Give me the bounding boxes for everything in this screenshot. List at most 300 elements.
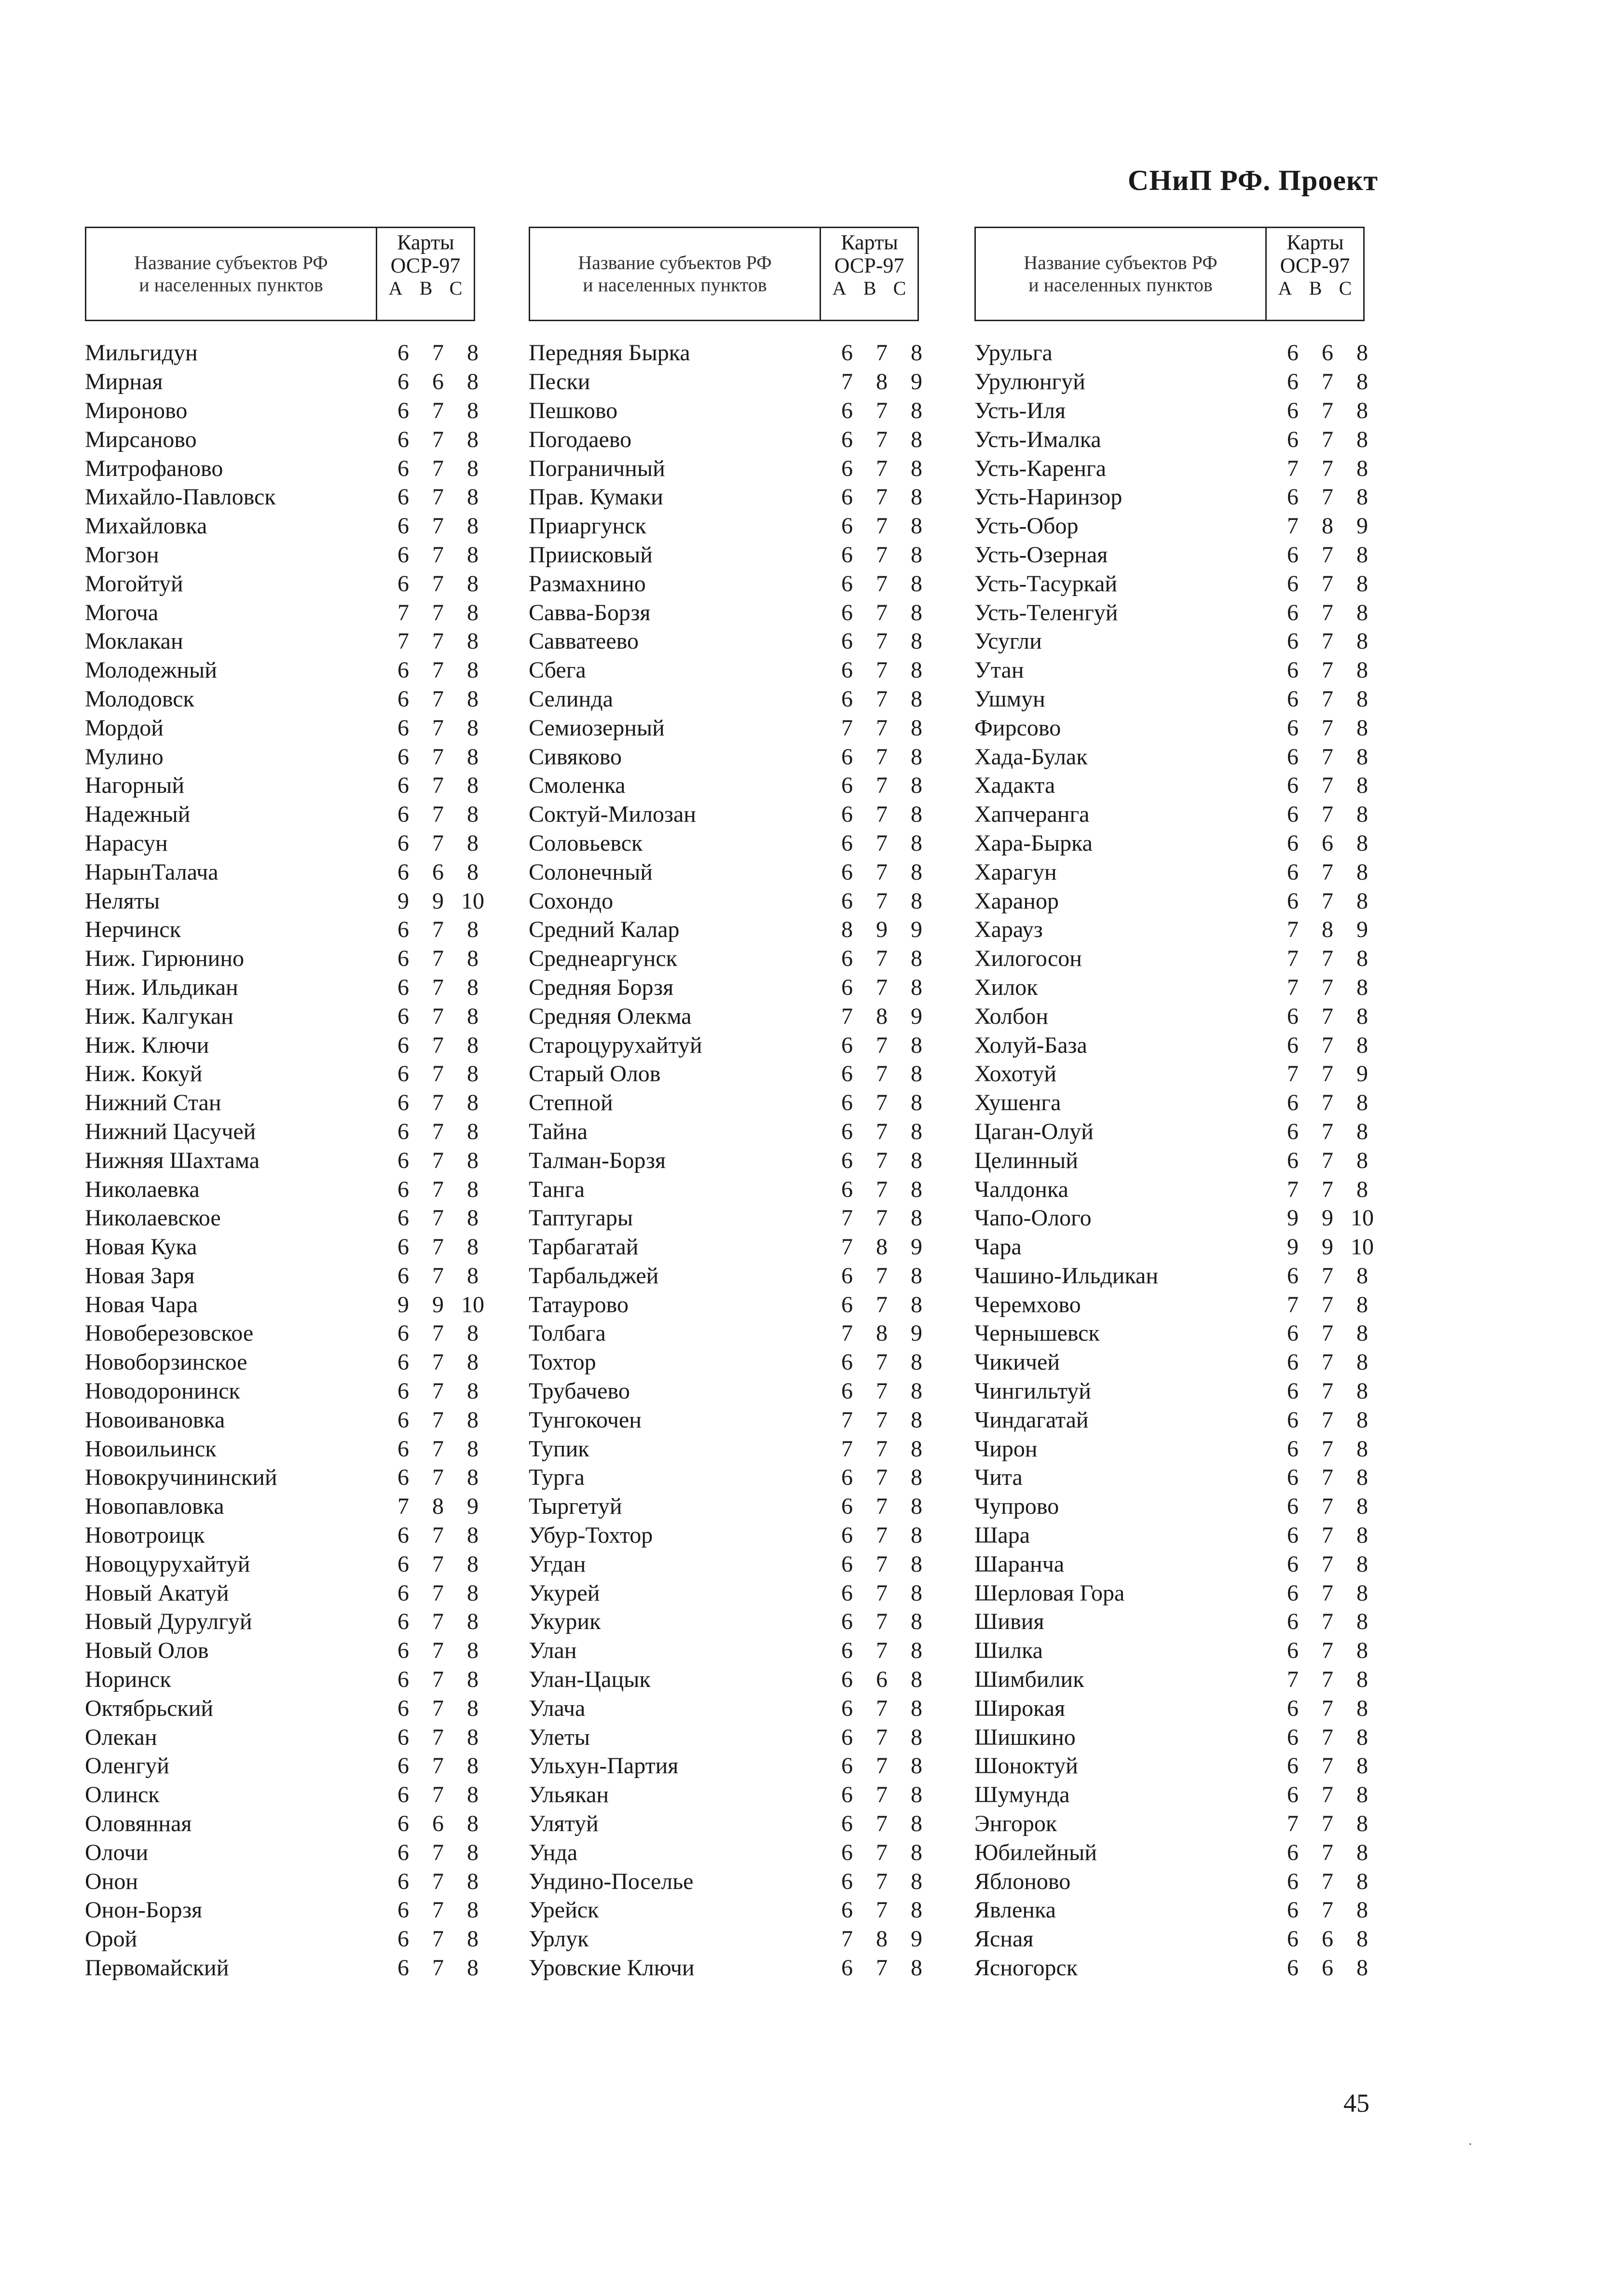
map-value-c: 8 (911, 1897, 922, 1923)
map-value-a: 6 (397, 1839, 409, 1865)
map-value-a: 8 (841, 917, 853, 943)
settlement-name: Среднеаргунск (529, 946, 677, 972)
map-value-c: 8 (1356, 1118, 1368, 1144)
settlement-name: Ульхун-Партия (529, 1753, 679, 1779)
map-values (830, 1176, 934, 1203)
map-values (830, 686, 934, 712)
map-value-b: 7 (432, 1003, 444, 1029)
settlement-name: Татаурово (529, 1291, 629, 1318)
header-col-b: B (863, 277, 876, 299)
map-value-b: 7 (432, 946, 444, 972)
map-value-c: 8 (1356, 1868, 1368, 1894)
table-row (974, 1549, 1380, 1578)
settlement-name: Новая Чара (85, 1291, 198, 1318)
map-value-c: 8 (1356, 369, 1368, 395)
map-values (830, 542, 934, 568)
table-row (85, 1031, 490, 1060)
map-value-b: 7 (876, 1782, 888, 1808)
header-name-cell (529, 227, 820, 321)
map-value-a: 6 (1287, 1118, 1299, 1144)
map-value-c: 8 (467, 744, 479, 770)
map-values (386, 1810, 490, 1837)
settlement-name: Урлук (529, 1926, 589, 1952)
map-value-b: 7 (432, 1465, 444, 1491)
map-values (1275, 513, 1380, 539)
map-value-c: 8 (1356, 744, 1368, 770)
map-value-c: 8 (467, 1147, 479, 1173)
map-value-c: 8 (1356, 1551, 1368, 1577)
map-value-a: 6 (841, 1032, 853, 1058)
map-value-a: 6 (841, 1782, 853, 1808)
map-value-c: 8 (911, 628, 922, 654)
header-maps-cell (1265, 227, 1365, 321)
map-value-c: 8 (467, 686, 479, 712)
header-name-line1: Название субъектов РФ (578, 252, 772, 273)
map-values (386, 1580, 490, 1606)
settlement-name: Николаевка (85, 1176, 200, 1202)
header-maps-title: Карты (1286, 231, 1344, 254)
map-value-a: 6 (397, 1551, 409, 1577)
map-values (1275, 571, 1380, 597)
map-value-c: 8 (911, 1580, 922, 1606)
map-values (830, 1234, 934, 1260)
map-value-c: 8 (1356, 1465, 1368, 1491)
map-values (1275, 1407, 1380, 1433)
map-values (830, 1349, 934, 1375)
map-value-b: 7 (876, 542, 888, 568)
map-value-b: 6 (1322, 1955, 1333, 1981)
map-values (1275, 426, 1380, 453)
map-value-b: 7 (1322, 1494, 1333, 1520)
table-header (529, 227, 934, 321)
map-value-c: 8 (467, 1868, 479, 1894)
map-value-a: 6 (397, 1868, 409, 1894)
map-value-b: 7 (432, 542, 444, 568)
map-value-c: 8 (911, 1839, 922, 1865)
settlement-name: Мордой (85, 715, 164, 741)
settlement-name: Нагорный (85, 773, 185, 799)
map-value-c: 10 (1351, 1234, 1374, 1260)
map-values (830, 1868, 934, 1895)
map-value-c: 10 (461, 888, 484, 914)
settlement-name: Ниж. Кокуй (85, 1061, 203, 1087)
map-value-b: 8 (432, 1494, 444, 1520)
map-value-c: 9 (1356, 1061, 1368, 1087)
table-row (529, 1088, 934, 1117)
map-value-c: 8 (1356, 1407, 1368, 1433)
table-row (85, 396, 490, 425)
map-value-c: 8 (467, 1205, 479, 1231)
map-value-c: 8 (911, 1667, 922, 1693)
map-value-b: 7 (1322, 859, 1333, 885)
map-values (830, 1608, 934, 1635)
table-row (529, 771, 934, 800)
table-row (85, 541, 490, 570)
map-value-c: 8 (1356, 1926, 1368, 1952)
map-value-c: 8 (911, 1032, 922, 1058)
table-row (85, 1319, 490, 1348)
map-values (830, 1753, 934, 1779)
map-value-c: 8 (911, 830, 922, 856)
header-maps-code: ОСР-97 (390, 254, 461, 277)
map-value-b: 7 (876, 1205, 888, 1231)
table-row (529, 1031, 934, 1060)
map-values (386, 513, 490, 539)
settlement-name: Чирон (974, 1436, 1038, 1462)
map-value-b: 7 (1322, 1551, 1333, 1577)
map-value-a: 6 (1287, 830, 1299, 856)
map-value-c: 8 (1356, 802, 1368, 828)
map-value-c: 8 (1356, 1522, 1368, 1549)
settlement-name: Убур-Тохтор (529, 1522, 653, 1549)
map-value-a: 6 (1287, 1551, 1299, 1577)
settlement-name: Сивяково (529, 744, 622, 770)
settlement-name: Харанор (974, 888, 1059, 914)
settlement-name: Новопавловка (85, 1494, 224, 1520)
table-row (85, 1723, 490, 1752)
map-value-b: 7 (432, 1868, 444, 1894)
table-row (85, 1607, 490, 1636)
settlement-name: Молодовск (85, 686, 194, 712)
settlement-name: Усть-Ималка (974, 426, 1101, 452)
map-value-b: 7 (876, 1032, 888, 1058)
table-row (529, 1348, 934, 1377)
map-value-b: 7 (876, 599, 888, 625)
map-value-c: 8 (911, 1176, 922, 1202)
map-value-c: 8 (911, 1609, 922, 1635)
settlement-name: Уровские Ключи (529, 1955, 695, 1981)
settlement-name: Новодоронинск (85, 1378, 240, 1404)
map-value-b: 7 (1322, 599, 1333, 625)
table-row (529, 1146, 934, 1175)
map-values (830, 599, 934, 626)
settlement-name: Прав. Кумаки (529, 484, 663, 510)
map-value-a: 9 (397, 888, 409, 914)
map-values (386, 1608, 490, 1635)
map-value-c: 8 (1356, 1695, 1368, 1721)
map-value-c: 8 (467, 1118, 479, 1144)
map-value-a: 6 (397, 1609, 409, 1635)
map-values (386, 1637, 490, 1664)
map-value-b: 7 (432, 1753, 444, 1779)
map-value-b: 7 (876, 657, 888, 683)
table-row (85, 1405, 490, 1434)
settlement-name: Онон (85, 1868, 138, 1894)
map-value-b: 7 (1322, 1378, 1333, 1404)
map-value-b: 7 (432, 484, 444, 510)
map-value-b: 8 (876, 369, 888, 395)
map-value-c: 8 (467, 1407, 479, 1433)
table-row (974, 483, 1380, 512)
map-values (1275, 1551, 1380, 1577)
map-values (830, 1897, 934, 1923)
settlement-name: Усть-Озерная (974, 542, 1108, 568)
table-row (974, 1607, 1380, 1636)
settlement-name: Тарбагатай (529, 1234, 639, 1260)
table-row (529, 367, 934, 396)
map-value-a: 7 (1287, 1667, 1299, 1693)
header-col-b: B (419, 277, 433, 299)
map-value-a: 6 (1287, 1522, 1299, 1549)
map-value-b: 7 (432, 599, 444, 625)
map-value-c: 8 (467, 802, 479, 828)
map-value-b: 7 (432, 917, 444, 943)
map-value-a: 6 (397, 859, 409, 885)
map-values (386, 368, 490, 395)
map-value-a: 6 (1287, 1955, 1299, 1981)
settlement-name: Михайловка (85, 513, 207, 539)
map-values (386, 830, 490, 856)
table-row (85, 1838, 490, 1867)
map-values (1275, 744, 1380, 770)
map-value-c: 8 (467, 715, 479, 741)
map-value-a: 6 (841, 484, 853, 510)
map-value-b: 7 (432, 1263, 444, 1289)
map-value-a: 6 (397, 1378, 409, 1404)
settlement-name: Сохондо (529, 888, 614, 914)
map-value-c: 8 (911, 744, 922, 770)
map-value-c: 8 (911, 1868, 922, 1894)
settlement-name: Шумунда (974, 1782, 1070, 1808)
map-value-b: 7 (876, 1551, 888, 1577)
settlement-name: Талман-Борзя (529, 1147, 666, 1173)
settlement-name: Улача (529, 1695, 586, 1721)
map-value-c: 8 (911, 542, 922, 568)
table-row (85, 944, 490, 973)
map-value-c: 8 (911, 1147, 922, 1173)
map-value-a: 6 (1287, 1839, 1299, 1865)
table-row (974, 1809, 1380, 1838)
map-values (830, 1637, 934, 1664)
map-value-a: 6 (841, 1753, 853, 1779)
map-value-a: 6 (397, 1349, 409, 1375)
table-row (529, 656, 934, 685)
map-value-b: 7 (1322, 773, 1333, 799)
table-row (974, 915, 1380, 944)
map-value-c: 8 (467, 513, 479, 539)
map-value-a: 6 (841, 1839, 853, 1865)
settlement-name: Харагун (974, 859, 1057, 885)
settlement-name: Михайло-Павловск (85, 484, 276, 510)
map-value-a: 6 (397, 1580, 409, 1606)
table-row (529, 1636, 934, 1665)
table-row (974, 1665, 1380, 1694)
map-values (1275, 484, 1380, 510)
map-value-a: 7 (397, 599, 409, 625)
map-value-a: 6 (397, 1724, 409, 1750)
map-values (386, 1176, 490, 1203)
header-col-a: A (1278, 277, 1292, 299)
map-value-c: 8 (911, 974, 922, 1000)
map-value-c: 8 (467, 1926, 479, 1952)
map-value-a: 6 (397, 1032, 409, 1058)
table-row (974, 1925, 1380, 1954)
map-value-c: 8 (1356, 1263, 1368, 1289)
map-value-b: 7 (876, 773, 888, 799)
table-row (974, 1636, 1380, 1665)
map-value-b: 7 (1322, 542, 1333, 568)
map-value-c: 9 (911, 1234, 922, 1260)
table-row (529, 944, 934, 973)
map-values (1275, 657, 1380, 683)
map-values (386, 1263, 490, 1289)
map-value-a: 6 (397, 455, 409, 481)
header-maps-cell (820, 227, 919, 321)
table-row (85, 1925, 490, 1954)
map-value-a: 6 (1287, 773, 1299, 799)
map-value-b: 7 (432, 1522, 444, 1549)
map-value-a: 6 (1287, 1320, 1299, 1346)
map-values (386, 1234, 490, 1260)
map-values (1275, 1926, 1380, 1952)
table-row (85, 915, 490, 944)
settlement-name: Ушмун (974, 686, 1045, 712)
table-row (529, 1002, 934, 1031)
table-row (974, 1088, 1380, 1117)
settlement-name: Могзон (85, 542, 159, 568)
map-value-a: 6 (841, 744, 853, 770)
map-value-b: 7 (432, 1897, 444, 1923)
table-row (974, 656, 1380, 685)
map-value-c: 8 (467, 369, 479, 395)
map-value-a: 6 (1287, 1032, 1299, 1058)
map-value-c: 8 (911, 1955, 922, 1981)
map-value-a: 6 (397, 1897, 409, 1923)
table-row (529, 1405, 934, 1434)
map-value-a: 6 (397, 542, 409, 568)
map-value-a: 6 (397, 1638, 409, 1664)
map-values (830, 1060, 934, 1087)
map-value-a: 7 (1287, 917, 1299, 943)
map-value-a: 6 (841, 1147, 853, 1173)
map-value-c: 8 (911, 484, 922, 510)
map-value-c: 9 (911, 1003, 922, 1029)
map-values (1275, 772, 1380, 799)
map-value-b: 7 (876, 455, 888, 481)
settlement-name: Савва-Борзя (529, 599, 651, 625)
map-value-a: 6 (397, 369, 409, 395)
table-row (974, 1752, 1380, 1780)
settlement-name: Шоноктуй (974, 1753, 1078, 1779)
map-values (830, 1291, 934, 1318)
map-value-c: 9 (911, 369, 922, 395)
settlement-name: Усть-Обор (974, 513, 1079, 539)
map-value-c: 8 (911, 1465, 922, 1491)
settlement-name: Тарбальджей (529, 1263, 659, 1289)
map-values (386, 801, 490, 828)
map-value-b: 6 (876, 1667, 888, 1693)
map-values (1275, 397, 1380, 424)
map-value-b: 7 (1322, 657, 1333, 683)
table-row (974, 367, 1380, 396)
map-value-a: 6 (397, 830, 409, 856)
table-row (529, 1521, 934, 1550)
map-values (830, 628, 934, 654)
map-values (1275, 1118, 1380, 1145)
settlement-name: Соловьевск (529, 830, 643, 856)
table-row (974, 339, 1380, 367)
table-row (529, 1838, 934, 1867)
table-row (85, 512, 490, 541)
settlement-name: Мирная (85, 369, 163, 395)
map-value-a: 6 (1287, 1926, 1299, 1952)
map-values (830, 1781, 934, 1808)
header-name-line2: и населенных пунктов (139, 274, 323, 296)
map-value-b: 7 (432, 1638, 444, 1664)
table-row (529, 1809, 934, 1838)
table-row (85, 1521, 490, 1550)
table-row (85, 1665, 490, 1694)
map-values (830, 1436, 934, 1462)
table-row (85, 1578, 490, 1607)
map-values (1275, 628, 1380, 654)
settlement-name: Таптугары (529, 1205, 633, 1231)
map-value-b: 7 (1322, 888, 1333, 914)
map-value-a: 7 (841, 369, 853, 395)
map-value-a: 6 (1287, 1436, 1299, 1462)
table-row (529, 1665, 934, 1694)
table-row (529, 685, 934, 714)
map-value-b: 7 (876, 1868, 888, 1894)
map-value-c: 8 (467, 1580, 479, 1606)
header-maps-code: ОСР-97 (1280, 254, 1350, 277)
map-values (830, 1666, 934, 1693)
table-row (85, 1146, 490, 1175)
map-value-a: 6 (841, 1263, 853, 1289)
map-value-b: 8 (1322, 917, 1333, 943)
map-value-c: 8 (911, 946, 922, 972)
map-value-b: 7 (432, 1061, 444, 1087)
page-number: 45 (1343, 2089, 1369, 2118)
map-values (830, 1839, 934, 1866)
header-col-c: C (449, 277, 463, 299)
map-value-c: 8 (911, 599, 922, 625)
settlement-name: Сбега (529, 657, 586, 683)
settlement-name: Чикичей (974, 1349, 1060, 1375)
map-values (1275, 1955, 1380, 1981)
table-row (85, 1377, 490, 1406)
map-value-a: 6 (841, 974, 853, 1000)
table-row (974, 1002, 1380, 1031)
map-value-c: 8 (911, 802, 922, 828)
map-value-a: 6 (397, 1263, 409, 1289)
map-value-b: 7 (876, 397, 888, 423)
map-value-c: 8 (467, 1897, 479, 1923)
map-value-a: 6 (841, 859, 853, 885)
table-row (529, 1262, 934, 1291)
map-value-c: 8 (1356, 1436, 1368, 1462)
table-row (974, 944, 1380, 973)
map-value-c: 8 (1356, 1609, 1368, 1635)
settlement-name: Средняя Олекма (529, 1003, 692, 1029)
table-row (974, 1463, 1380, 1492)
map-values (386, 1003, 490, 1030)
map-value-c: 8 (1356, 542, 1368, 568)
map-value-b: 7 (1322, 1263, 1333, 1289)
map-value-a: 6 (397, 1926, 409, 1952)
map-value-b: 6 (1322, 1926, 1333, 1952)
table-row (85, 1348, 490, 1377)
map-values (830, 945, 934, 972)
settlement-name: Фирсово (974, 715, 1061, 741)
map-values (830, 1003, 934, 1030)
map-value-a: 7 (841, 1926, 853, 1952)
settlement-name: Солонечный (529, 859, 653, 885)
header-map-letters (1267, 277, 1363, 299)
map-value-c: 8 (1356, 628, 1368, 654)
map-value-a: 6 (1287, 397, 1299, 423)
map-value-b: 9 (432, 1291, 444, 1318)
